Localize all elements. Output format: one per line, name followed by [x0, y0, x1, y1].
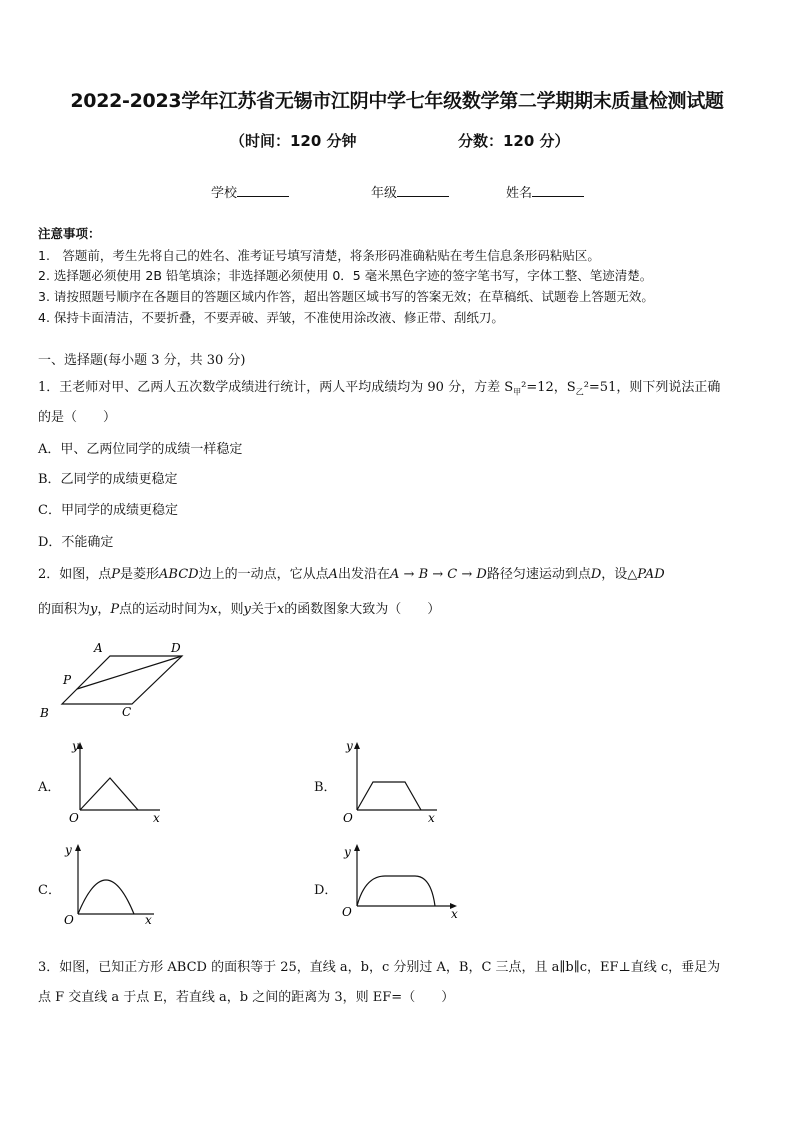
exam-title: 2022-2023学年江苏省无锡市江阴中学七年级数学第二学期期末质量检测试题: [70, 90, 724, 112]
question-1-option-d: D．不能确定: [38, 535, 114, 550]
graph-option-b: [337, 736, 447, 826]
name-field: [506, 182, 584, 201]
y-label: y: [346, 739, 353, 753]
section-heading: 一、选择题(每小题 3 分，共 30 分): [38, 353, 246, 368]
graph-option-c: [58, 838, 168, 928]
rhombus-figure: [34, 638, 194, 722]
question-1-option-a: A．甲、乙两位同学的成绩一样稳定: [38, 442, 243, 457]
question-3-stem-line2: 点 F 交直线 a 于点 E，若直线 a，b 之间的距离为 3，则 EF=（ ）: [38, 990, 455, 1005]
name-label: 姓名: [506, 186, 533, 201]
grade-label: 年级: [371, 186, 398, 201]
graph-option-a-label: A．: [38, 780, 61, 795]
y-arrow-icon: [354, 844, 360, 851]
notice-item: 3. 请按照题号顺序在各题目的答题区域内作答，超出答题区域书写的答案无效；在草稿纸、试题卷上答题无效。: [38, 289, 654, 304]
y-arrow-icon: [75, 844, 81, 851]
graph-curve: [357, 876, 435, 906]
origin-label: O: [342, 905, 352, 919]
school-blank: [237, 184, 289, 197]
label-b: B: [40, 706, 49, 720]
y-label: y: [344, 845, 351, 859]
graph-option-a: [60, 736, 170, 826]
school-field: [211, 182, 289, 201]
question-2-stem: 2．如图，点P是菱形ABCD边上的一动点，它从点A出发沿在A → B → C → D路径匀速运动到点D，设△PAD: [38, 567, 665, 582]
question-1-option-c: C．甲同学的成绩更稳定: [38, 503, 178, 518]
label-a: A: [94, 641, 103, 655]
question-1-option-b: B．乙同学的成绩更稳定: [38, 472, 178, 487]
graph-option-b-label: B．: [314, 780, 337, 795]
label-d: D: [171, 641, 181, 655]
label-c: C: [122, 705, 132, 719]
notice-item: 1. 答题前，考生先将自己的姓名、准考证号填写清楚，将条形码准确粘贴在考生信息条形码粘贴区。: [38, 248, 600, 263]
question-2-stem-line2: 的面积为y，P点的运动时间为x，则y关于x的函数图象大致为（ ）: [38, 602, 441, 617]
notice-item: 4. 保持卡面清洁，不要折叠，不要弄破、弄皱，不准使用涂改液、修正带、刮纸刀。: [38, 310, 504, 325]
notice-title: 注意事项：: [38, 226, 101, 241]
graph-curve: [80, 778, 138, 810]
school-label: 学校: [211, 186, 238, 201]
question-3-stem: 3．如图，已知正方形 ABCD 的面积等于 25，直线 a，b，c 分别过 A，B，C 三点，且 a∥b∥c，EF⊥直线 c，垂足为: [38, 960, 721, 975]
y-label: y: [65, 843, 72, 857]
x-label: x: [451, 907, 458, 921]
question-1-stem: 1．王老师对甲、乙两人五次数学成绩进行统计，两人平均成绩均为 90 分，方差 $S_甲^2=12$，$S_乙^2=51$，则下列说法正确: [38, 380, 721, 397]
notice-item: 2. 选择题必须使用 2B 铅笔填涂；非选择题必须使用 0．5 毫米黑色字迹的签字笔书写，字体工整、笔迹清楚。: [38, 268, 653, 283]
x-label: x: [428, 811, 435, 825]
label-p: P: [63, 673, 72, 687]
graph-option-d: [337, 838, 467, 928]
total-score: 分数：120 分）: [458, 132, 570, 150]
grade-field: [371, 182, 449, 201]
rhombus-abcd: [62, 656, 182, 704]
graph-option-c-label: C．: [38, 883, 61, 898]
origin-label: O: [64, 913, 74, 927]
graph-curve: [357, 782, 421, 810]
x-label: x: [153, 811, 160, 825]
x-label: x: [145, 913, 152, 927]
grade-blank: [397, 184, 449, 197]
time-limit: （时间：120 分钟: [230, 132, 357, 150]
graph-curve: [78, 880, 134, 914]
name-blank: [532, 184, 584, 197]
question-1-stem-end: 的是（ ）: [38, 410, 117, 425]
graph-option-d-label: D．: [314, 883, 338, 898]
y-arrow-icon: [354, 742, 360, 749]
y-label: y: [72, 739, 79, 753]
origin-label: O: [343, 811, 353, 825]
origin-label: O: [69, 811, 79, 825]
